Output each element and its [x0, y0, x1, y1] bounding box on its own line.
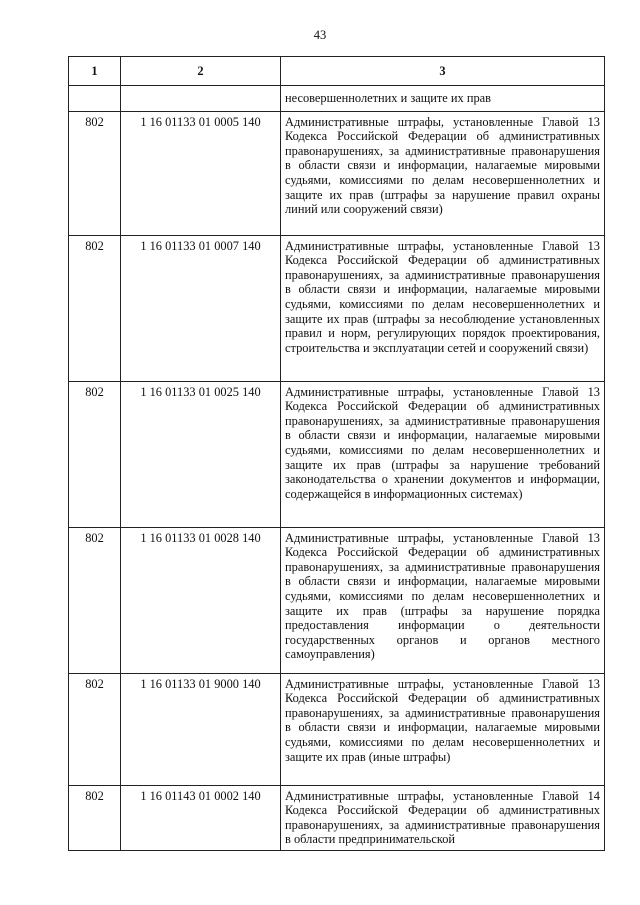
admin-code-cell: 802 [69, 785, 121, 850]
table-header-row [69, 57, 605, 86]
table-row [69, 785, 605, 850]
budget-code-cell: 1 16 01133 01 0005 140 [121, 111, 281, 235]
column-header-1: 1 [69, 57, 121, 86]
admin-code-cell: 802 [69, 111, 121, 235]
continuation-cell-2 [121, 86, 281, 112]
column-header-2: 2 [121, 57, 281, 86]
budget-code-cell: 1 16 01133 01 0028 140 [121, 527, 281, 673]
description-cell: Административные штрафы, установленные Главой 14 Кодекса Российской Федерации об административных правонарушениях, за административные правонарушения в области предпринимательской [281, 785, 605, 850]
budget-code-cell: 1 16 01143 01 0002 140 [121, 785, 281, 850]
table-row [69, 235, 605, 381]
description-cell: Административные штрафы, установленные Главой 13 Кодекса Российской Федерации об административных правонарушениях, за административные правонарушения в области связи и информации, налагаемые мировыми судьями, комиссиями по делам несовершеннолетних и защите их прав (иные штрафы) [281, 673, 605, 785]
description-cell: Административные штрафы, установленные Главой 13 Кодекса Российской Федерации об административных правонарушениях, за административные правонарушения в области связи и информации, налагаемые мировыми судьями, комиссиями по делам несовершеннолетних и защите их прав (штрафы за нарушение требований законодательства о хранении документов и информации, содержащейся в информационных системах) [281, 381, 605, 527]
budget-code-cell: 1 16 01133 01 0025 140 [121, 381, 281, 527]
description-cell: Административные штрафы, установленные Главой 13 Кодекса Российской Федерации об административных правонарушениях, за административные правонарушения в области связи и информации, налагаемые мировыми судьями, комиссиями по делам несовершеннолетних и защите их прав (штрафы за нарушение порядка предоставления информации о деятельности государственных органов и органов местного самоуправления) [281, 527, 605, 673]
continuation-row [69, 86, 605, 112]
budget-codes-table [68, 56, 605, 851]
description-cell: Административные штрафы, установленные Главой 13 Кодекса Российской Федерации об административных правонарушениях, за административные правонарушения в области связи и информации, налагаемые мировыми судьями, комиссиями по делам несовершеннолетних и защите их прав (штрафы за нарушение правил охраны линий или сооружений связи) [281, 111, 605, 235]
admin-code-cell: 802 [69, 381, 121, 527]
table-row [69, 381, 605, 527]
table-row [69, 111, 605, 235]
admin-code-cell: 802 [69, 235, 121, 381]
description-cell: Административные штрафы, установленные Главой 13 Кодекса Российской Федерации об административных правонарушениях, за административные правонарушения в области связи и информации, налагаемые мировыми судьями, комиссиями по делам несовершеннолетних и защите их прав (штрафы за несоблюдение установленных правил и норм, регулирующих порядок проектирования, строительства и эксплуатации сетей и сооружений связи) [281, 235, 605, 381]
table-row [69, 527, 605, 673]
continuation-text: несовершеннолетних и защите их прав [281, 86, 605, 112]
column-header-3: 3 [281, 57, 605, 86]
page-number: 43 [313, 28, 327, 42]
admin-code-cell: 802 [69, 673, 121, 785]
admin-code-cell: 802 [69, 527, 121, 673]
table-row [69, 673, 605, 785]
continuation-cell-1 [69, 86, 121, 112]
budget-code-cell: 1 16 01133 01 9000 140 [121, 673, 281, 785]
budget-code-cell: 1 16 01133 01 0007 140 [121, 235, 281, 381]
